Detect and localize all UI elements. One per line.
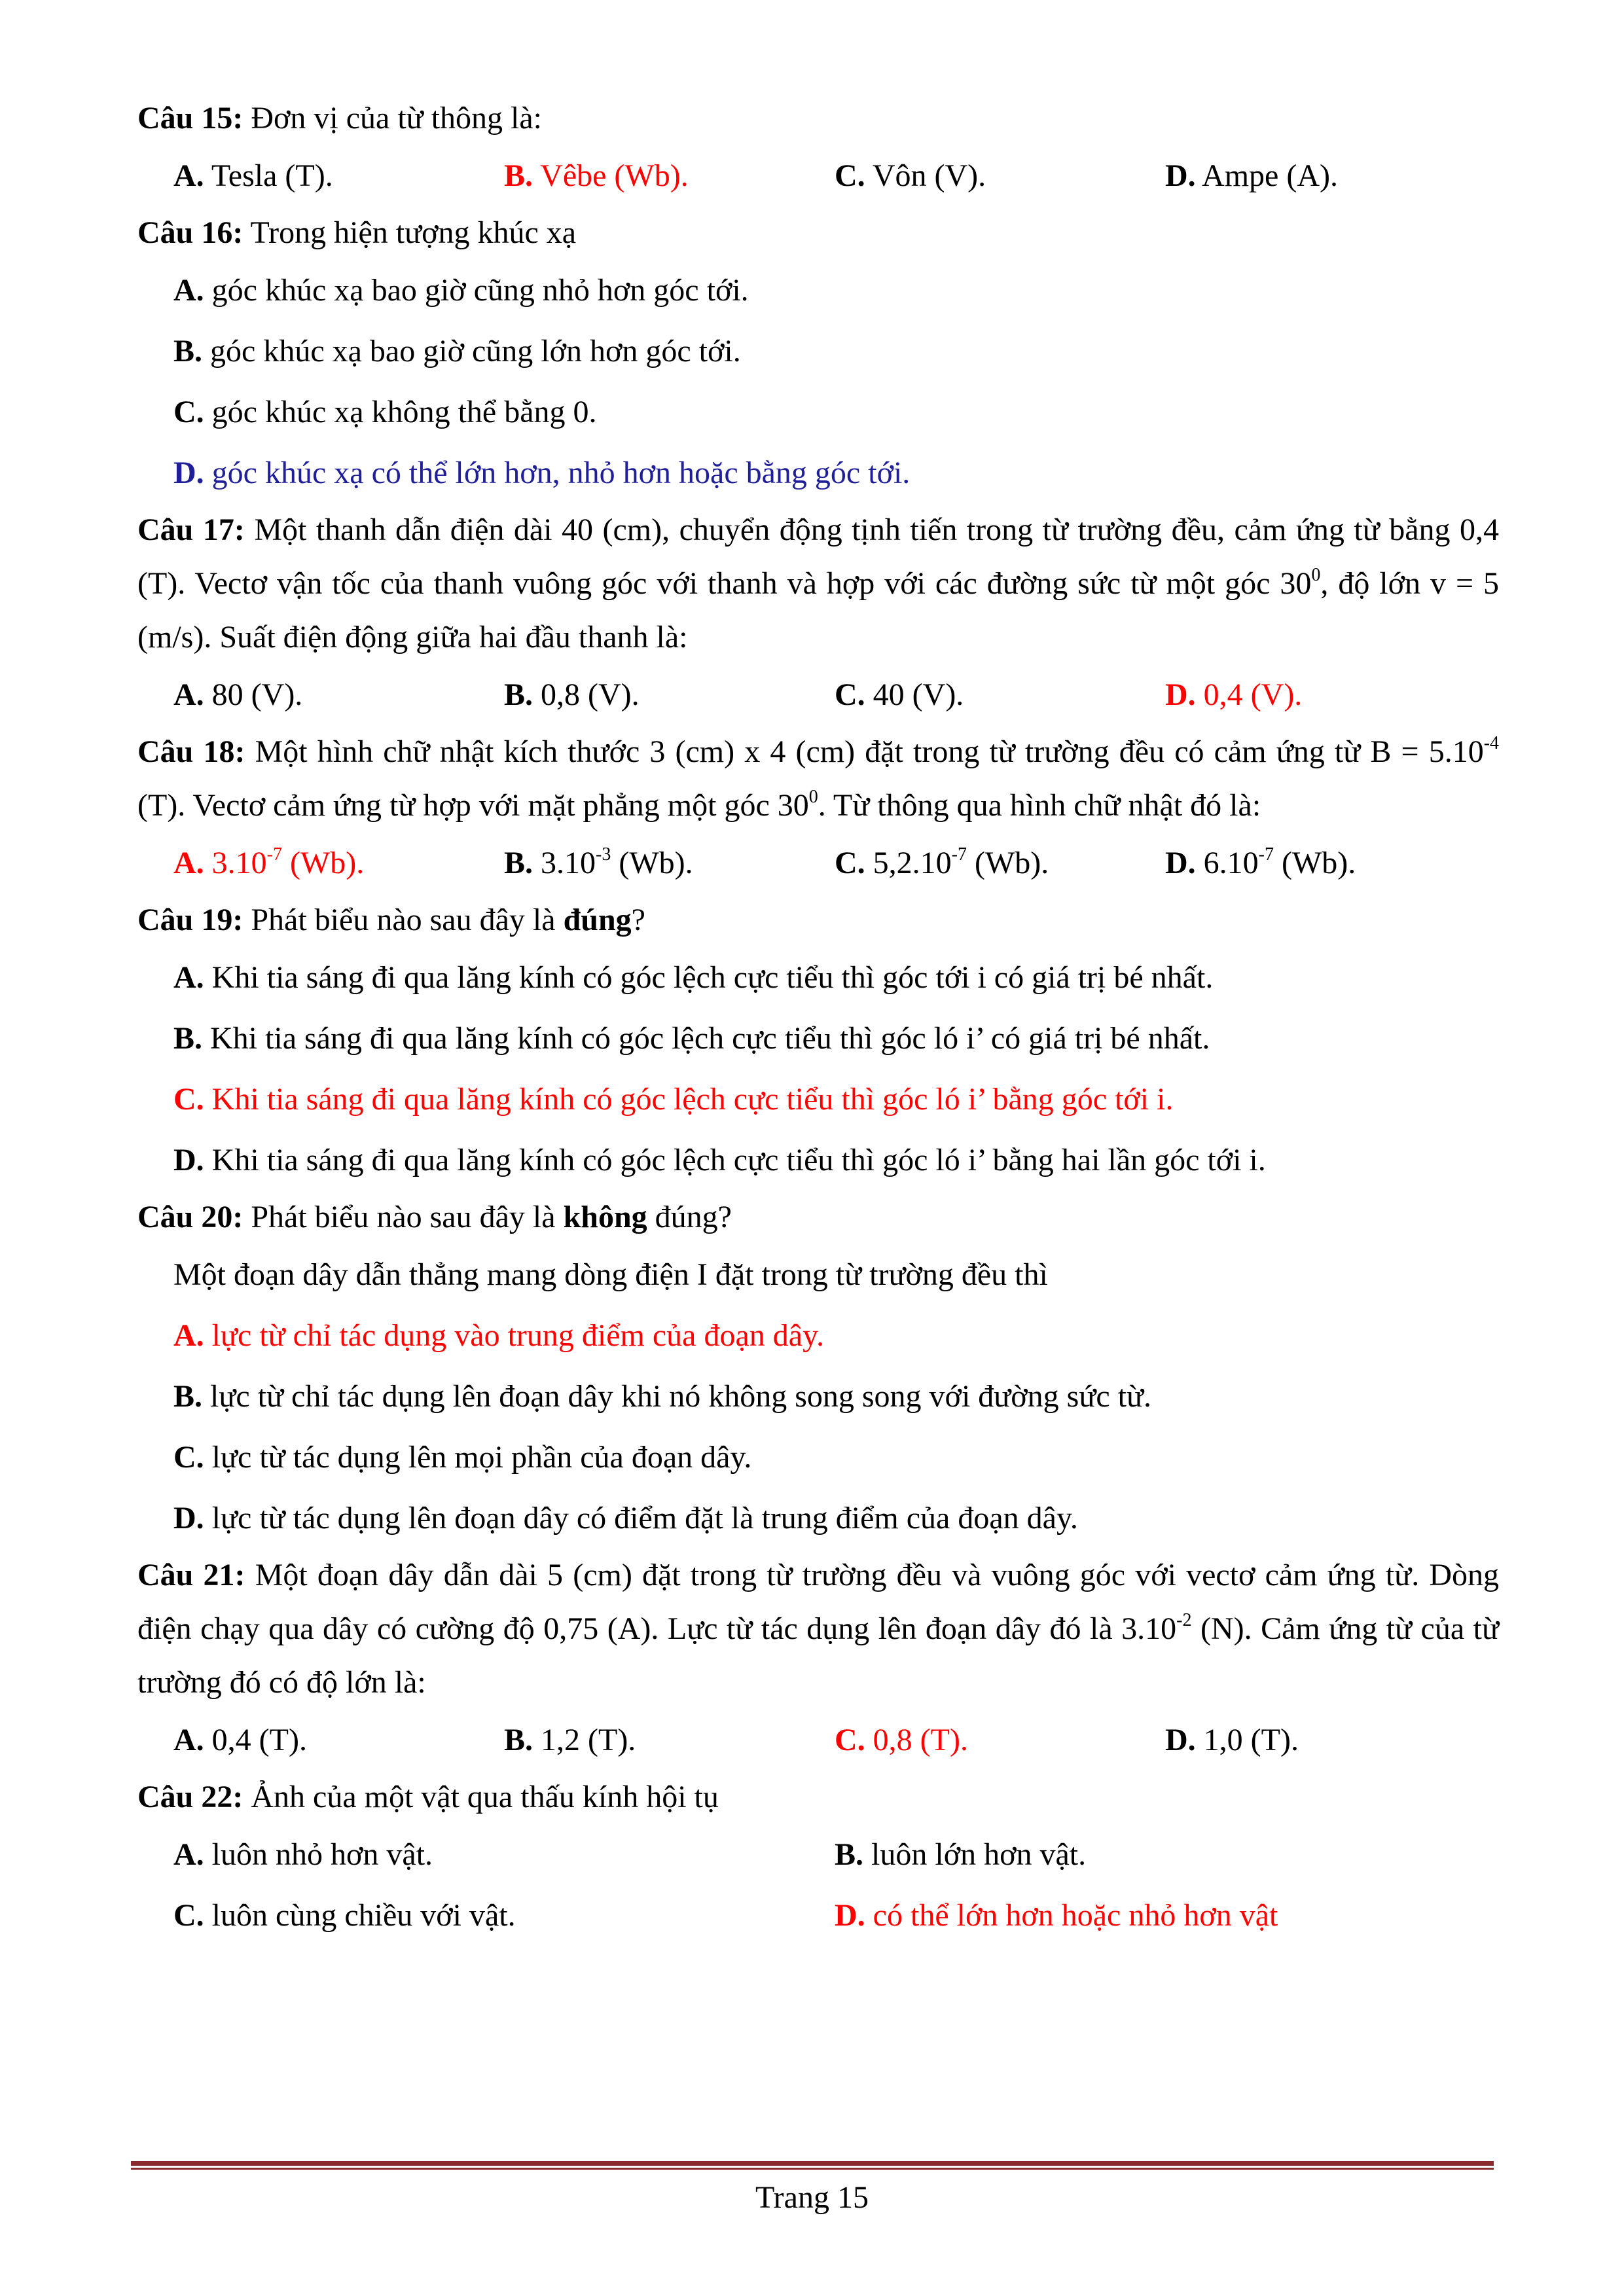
option-c: C. luôn cùng chiều với vật. [173,1898,516,1933]
question-17: Câu 17: Một thanh dẫn điện dài 40 (cm), chuyển động tịnh tiến trong từ trường đều, cảm ứng từ bằng 0,4 (T). Vectơ vận tốc của thanh vuông góc với thanh và hợp với các đường sức từ một góc $30^0$, độ lớn v = 5 (m/s). Suất điện động giữa hai đầu thanh là: [137,512,1500,655]
option-a: A. Tesla (T). [173,158,333,193]
question-22-options-row-2 [137,1885,1499,1946]
option-b: B. 1,2 (T). [504,1723,636,1757]
page-number: Trang 15 [755,2180,869,2215]
question-15: Câu 15: Đơn vị của từ thông là: [137,101,542,135]
option-a: A. 80 (V). [173,677,303,712]
question-16: Câu 16: Trong hiện tượng khúc xạ [137,215,577,250]
option-a: A. Khi tia sáng đi qua lăng kính có góc lệch cực tiểu thì góc tới i có giá trị bé nhất. [173,960,1214,995]
option-c: C. lực từ tác dụng lên mọi phần của đoạn dây. [173,1440,752,1475]
footer-divider-thick [131,2161,1494,2166]
option-d-answer: D. góc khúc xạ có thể lớn hơn, nhỏ hơn hoặc bằng góc tới. [173,456,911,490]
option-b: B. góc khúc xạ bao giờ cũng lớn hơn góc tới. [173,334,741,368]
option-b: B. Khi tia sáng đi qua lăng kính có góc lệch cực tiểu thì góc ló i’ có giá trị bé nhất. [173,1021,1210,1056]
option-a: A. luôn nhỏ hơn vật. [173,1837,433,1872]
question-22: Câu 22: Ảnh của một vật qua thấu kính hội tụ [137,1780,719,1814]
option-d: D. lực từ tác dụng lên đoạn dây có điểm đặt là trung điểm của đoạn dây. [173,1501,1078,1535]
option-b: B. $3.10^{-3}$ (Wb). [504,844,693,880]
option-b: B. lực từ chỉ tác dụng lên đoạn dây khi nó không song song với đường sức từ. [173,1379,1152,1414]
question-19: Câu 19: Phát biểu nào sau đây là đúng? [137,903,645,937]
option-c-answer: C. Khi tia sáng đi qua lăng kính có góc lệch cực tiểu thì góc ló i’ bằng góc tới i. [173,1082,1174,1117]
option-b: B. 0,8 (V). [504,677,640,712]
option-c: C. $5,2.10^{-7}$ (Wb). [835,844,1049,880]
question-18-options [137,833,1499,893]
option-a-answer: A. $3.10^{-7}$ (Wb). [173,844,365,880]
option-c: C. góc khúc xạ không thể bằng 0. [173,395,597,429]
option-d: D. 1,0 (T). [1165,1723,1299,1757]
option-c-answer: C. 0,8 (T). [835,1723,968,1757]
question-17-options [137,664,1499,725]
option-d: D. Ampe (A). [1165,158,1338,193]
footer-divider [131,2161,1494,2170]
question-20-stem: Một đoạn dây dẫn thẳng mang dòng điện I đặt trong từ trường đều thì [173,1257,1048,1292]
footer-divider-thin [131,2168,1494,2170]
option-c: C. Vôn (V). [835,158,986,193]
option-b: B. luôn lớn hơn vật. [835,1837,1087,1872]
option-d-answer: D. có thể lớn hơn hoặc nhỏ hơn vật [835,1898,1278,1933]
option-a: A. 0,4 (T). [173,1723,307,1757]
exam-page [137,92,1499,1946]
option-d-answer: D. 0,4 (V). [1165,677,1303,712]
option-c: C. 40 (V). [835,677,964,712]
question-18: Câu 18: Một hình chữ nhật kích thước 3 (cm) x 4 (cm) đặt trong từ trường đều có cảm ứng từ $B = 5.10^{-4}$ (T). Vectơ cảm ứng từ hợp với mặt phẳng một góc $30^0$. Từ thông qua hình chữ nhật đó là: [137,733,1500,823]
option-d: D. Khi tia sáng đi qua lăng kính có góc lệch cực tiểu thì góc ló i’ bằng hai lần góc tới i. [173,1143,1266,1177]
option-d: D. $6.10^{-7}$ (Wb). [1165,844,1356,880]
option-a: A. góc khúc xạ bao giờ cũng nhỏ hơn góc tới. [173,273,749,308]
question-21-options [137,1710,1499,1770]
question-21: Câu 21: Một đoạn dây dẫn dài 5 (cm) đặt trong từ trường đều và vuông góc với vectơ cảm ứng từ. Dòng điện chạy qua dây có cường độ 0,75 (A). Lực từ tác dụng lên đoạn dây đó là $3.10^{-2}$ (N). Cảm ứng từ của từ trường đó có độ lớn là: [137,1558,1500,1700]
question-22-options-row-1 [137,1824,1499,1885]
question-20: Câu 20: Phát biểu nào sau đây là không đúng? [137,1200,732,1234]
option-b-answer: B. Vêbe (Wb). [504,158,689,193]
question-15-options [137,145,1499,206]
option-a-answer: A. lực từ chỉ tác dụng vào trung điểm của đoạn dây. [173,1318,824,1353]
